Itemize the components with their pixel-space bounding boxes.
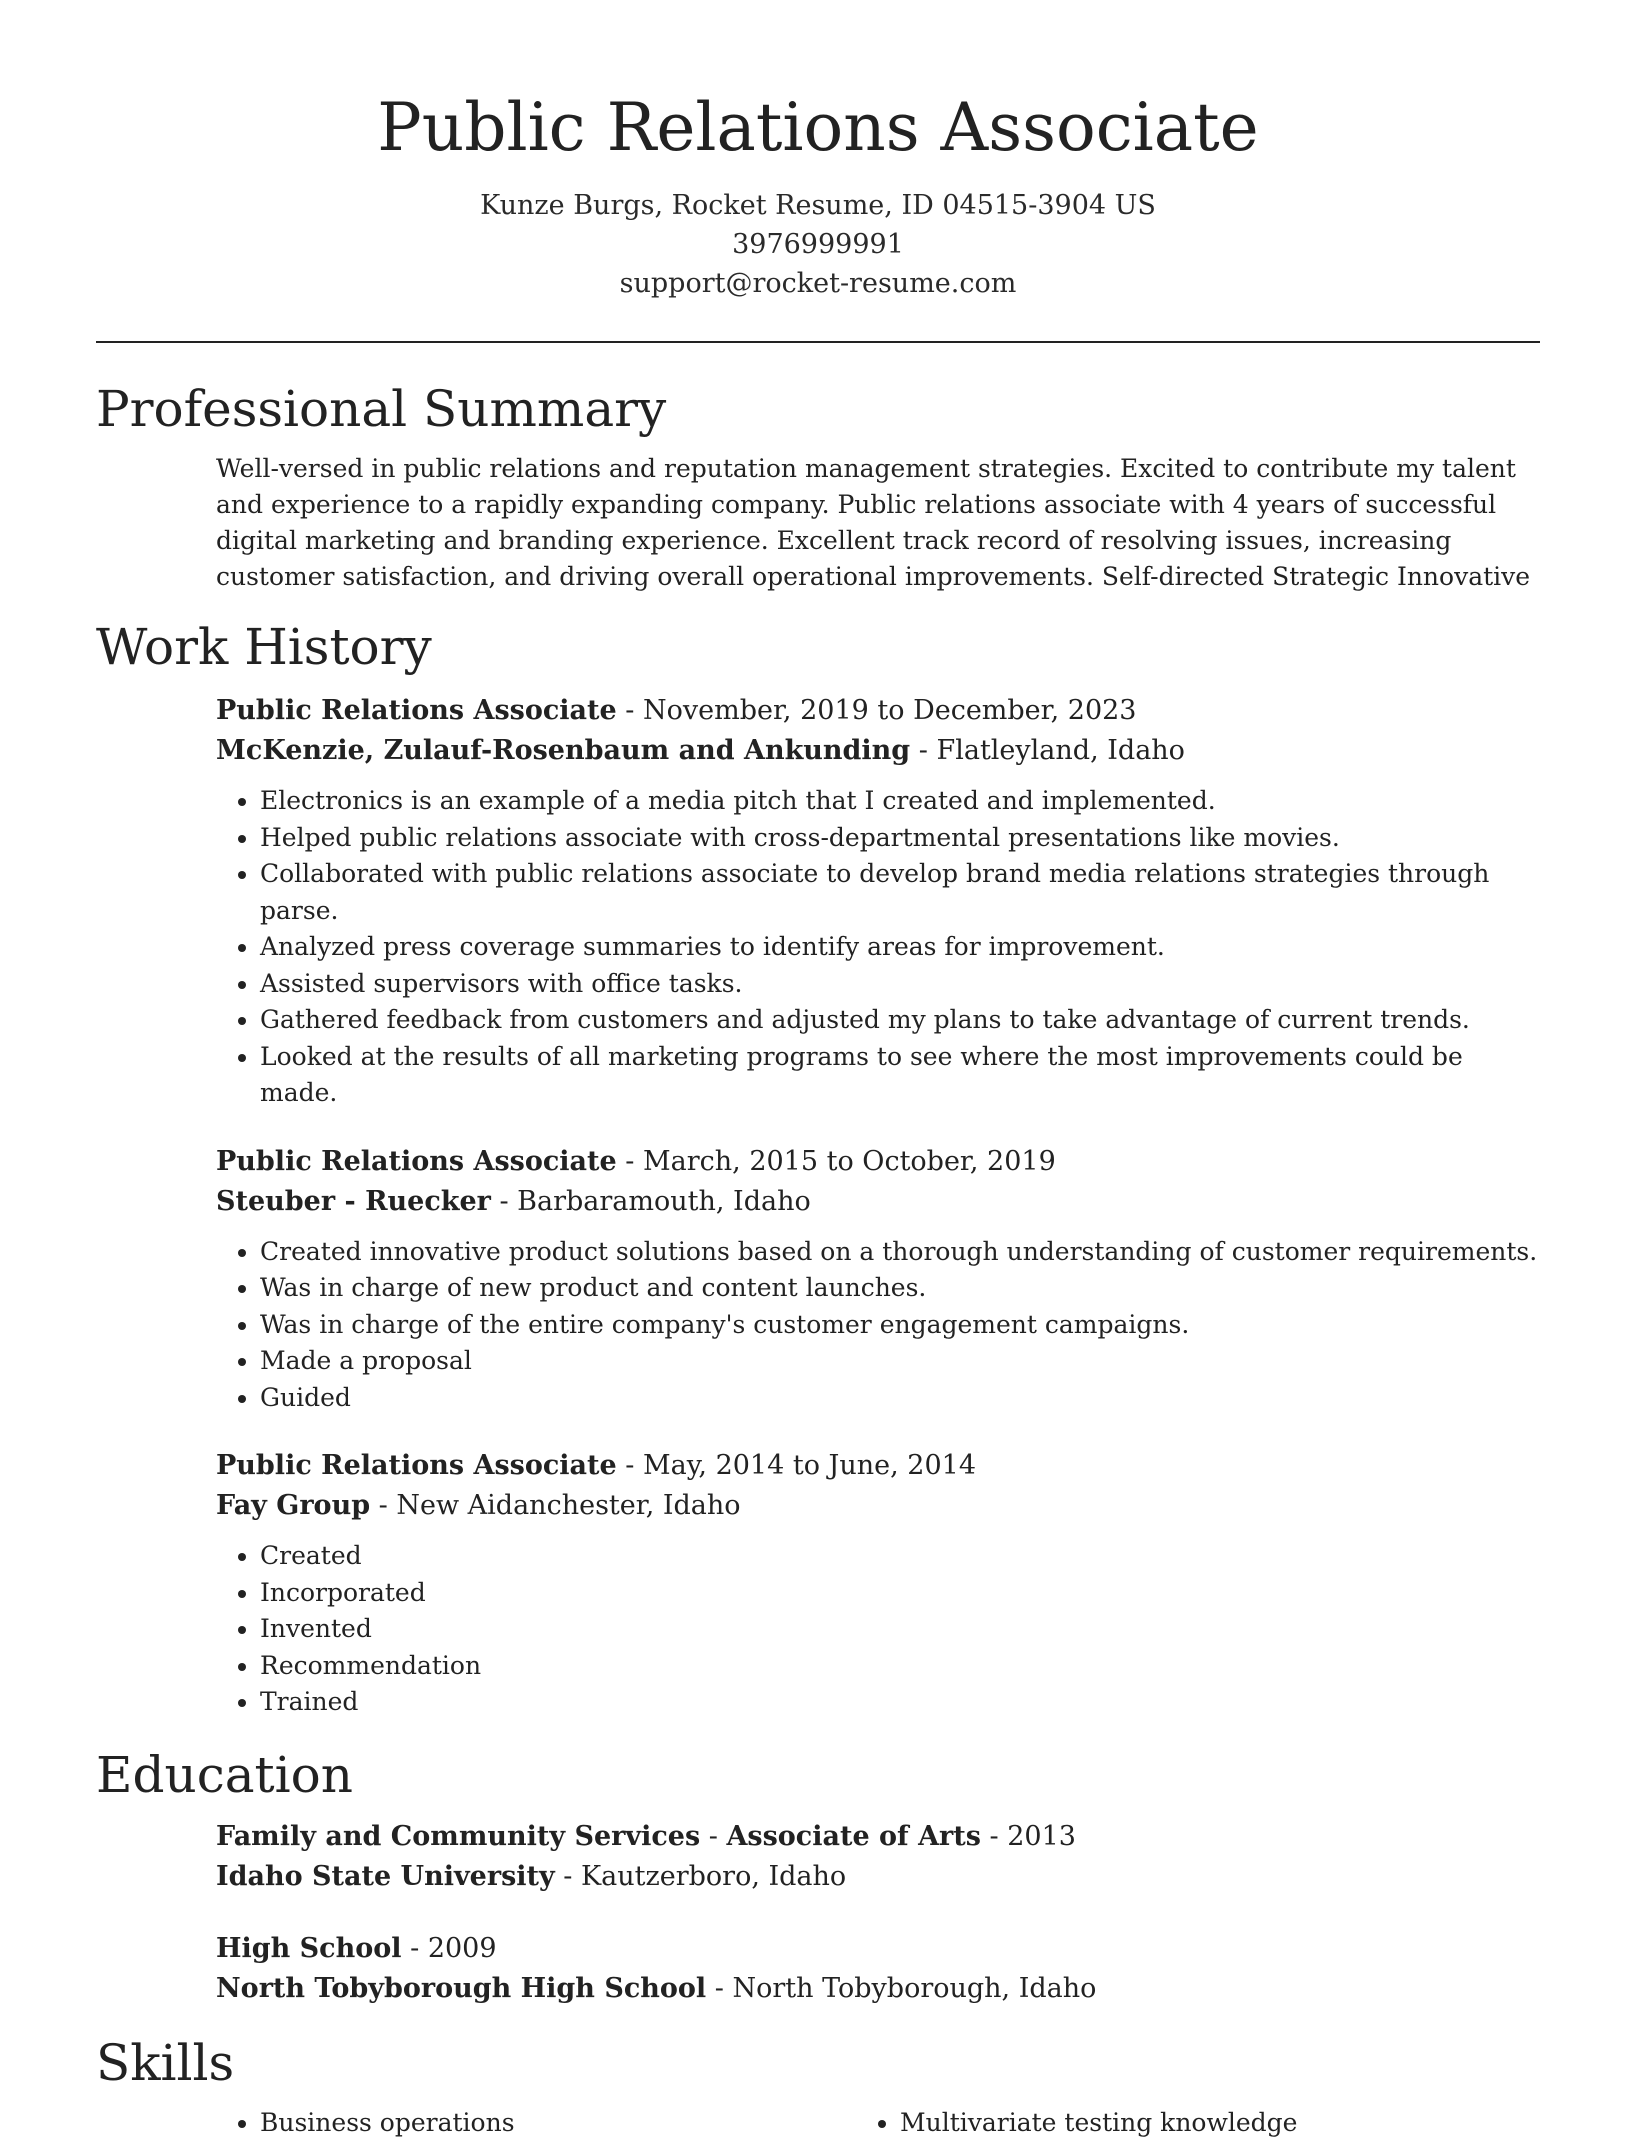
list-item: • Looked at the results of all marketing programs to see where the most improvements could be made. [260,1039,1540,1112]
skills-column-right [900,2105,1540,2141]
job-bullets [216,1234,1540,1417]
degree-year: 2013 [1007,1820,1076,1852]
job-position: Public Relations Associate [216,695,617,726]
separator: - [700,1820,727,1852]
contact-address: Kunze Burgs, Rocket Resume, ID 04515-3904 US [480,190,1156,221]
job-position: Public Relations Associate [216,1450,617,1481]
list-item: • Electronics is an example of a media pitch that I created and implemented. [260,783,1540,820]
skills-column-left [216,2105,900,2141]
list-item: • Trained [260,1684,1540,1721]
job-location: Barbaramouth, Idaho [517,1185,811,1217]
list-item: • Incorporated [260,1575,1540,1612]
degree-name: Associate of Arts [726,1820,981,1852]
contact-block [96,186,1540,303]
list-item: • Business operations [260,2105,900,2141]
education-entry [216,1929,1540,2009]
job-bullets [216,783,1540,1112]
job-company-line [216,1486,1540,1526]
list-item: • Collaborated with public relations associate to develop brand media relations strategies through parse. [260,856,1540,929]
job-dates: May, 2014 to June, 2014 [643,1450,977,1481]
degree-field: Family and Community Services [216,1820,701,1852]
job-location: Flatleyland, Idaho [936,735,1185,766]
degree-year: 2009 [427,1932,497,1964]
contact-phone: 3976999991 [732,229,904,260]
job-entry [216,1446,1540,1721]
school-location: Kautzerboro, Idaho [581,1860,847,1892]
job-dates: March, 2015 to October, 2019 [643,1145,1056,1177]
separator: - [910,735,937,766]
work-history-heading: Work History [96,618,432,676]
resume-page [96,0,1540,2141]
job-dates: November, 2019 to December, 2023 [643,695,1137,726]
separator: - [554,1860,581,1892]
school-name: Idaho State University [216,1860,555,1892]
summary-text: Well-versed in public relations and reputation management strategies. Excited to contribute my talent and experience to a rapidly expanding company. Public relations associate with 4 years of successful digital marketing and branding experience. Excellent track record of resolving issues, increasing customer satisfaction, and driving overall operational improvements. Self-directed Strategic Innovative [216,454,1531,591]
degree-name: High School [216,1932,402,1964]
separator: - [706,1972,733,2004]
list-item: • Guided [260,1380,1540,1417]
list-item: • Recommendation [260,1648,1540,1685]
job-company: Fay Group [216,1490,371,1521]
job-bullets [216,1538,1540,1721]
list-item: • Analyzed press coverage summaries to identify areas for improvement. [260,929,1540,966]
job-title-line [216,691,1540,731]
job-location: New Aidanchester, Idaho [396,1490,741,1521]
candidate-title: Public Relations Associate [377,89,1259,166]
list-item: • Assisted supervisors with office tasks. [260,966,1540,1003]
list-item: • Multivariate testing knowledge [900,2105,1540,2141]
summary-heading: Professional Summary [96,380,667,438]
education-entry [216,1817,1540,1897]
separator: - [616,695,643,726]
separator: - [616,1145,643,1177]
contact-email: support@rocket-resume.com [619,268,1017,299]
job-company: Steuber - Ruecker [216,1185,491,1217]
resume-header [96,0,1540,303]
work-history-list [216,691,1540,1721]
list-item: • Was in charge of new product and content launches. [260,1270,1540,1307]
separator: - [490,1185,518,1217]
job-company-line [216,731,1540,771]
school-name: North Tobyborough High School [216,1972,707,2004]
degree-line [216,1817,1540,1857]
school-line [216,1969,1540,2009]
list-item: • Helped public relations associate with cross-departmental presentations like movies. [260,820,1540,857]
separator: - [980,1820,1008,1852]
list-item: • Gathered feedback from customers and adjusted my plans to take advantage of current trends. [260,1002,1540,1039]
list-item: • Made a proposal [260,1343,1540,1380]
job-company-line [216,1182,1540,1222]
header-divider [96,341,1540,343]
list-item: • Created innovative product solutions based on a thorough understanding of customer requirements. [260,1234,1540,1271]
skills-grid [216,2105,1540,2141]
school-line [216,1857,1540,1897]
job-position: Public Relations Associate [216,1145,617,1177]
degree-line [216,1929,1540,1969]
education-list [216,1817,1540,2009]
job-entry [216,1142,1540,1417]
list-item: • Created [260,1538,1540,1575]
job-company: McKenzie, Zulauf-Rosenbaum and Ankunding [216,735,911,766]
job-title-line [216,1142,1540,1182]
education-heading: Education [96,1745,353,1804]
job-entry [216,691,1540,1112]
separator: - [401,1932,428,1964]
list-item: • Invented [260,1611,1540,1648]
school-location: North Tobyborough, Idaho [732,1972,1097,2004]
skills-heading: Skills [96,2033,235,2092]
list-item: • Was in charge of the entire company's customer engagement campaigns. [260,1307,1540,1344]
separator: - [370,1490,397,1521]
separator: - [616,1450,643,1481]
job-title-line [216,1446,1540,1486]
